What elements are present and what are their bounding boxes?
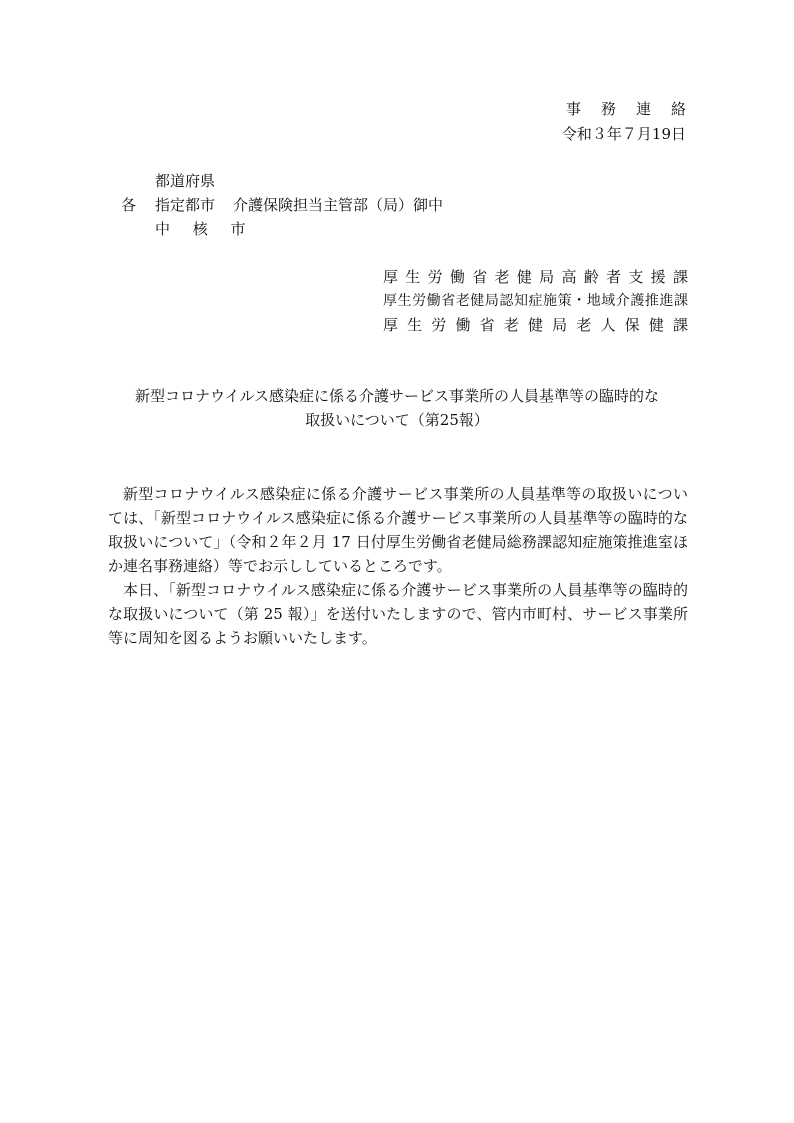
recipient-prefix: 各 — [121, 196, 137, 214]
document-date: 令和３年７月19日 — [561, 125, 686, 143]
recipient-core-cities: 中 核 市 — [155, 220, 255, 238]
recipient-prefectures: 都道府県 — [155, 172, 216, 190]
sender-elderly-health-division: 厚生労働省老健局老人保健課 — [383, 316, 688, 334]
body-paragraph-1: 新型コロナウイルス感染症に係る介護サービス事業所の人員基準等の取扱いについては、「新型コロナウイルス感染症に係る介護サービス事業所の人員基準等の臨時的な取扱いについて」（令和２年２月 17 日付厚生労働省老健局総務課認知症施策推進室ほか連名事務連絡）等でお示ししているところです。 — [108, 485, 688, 575]
body-paragraph-2: 本日、「新型コロナウイルス感染症に係る介護サービス事業所の人員基準等の臨時的な取扱いについて（第 25 報）」を送付いたしますので、管内市町村、サービス事業所等に周知を図るようお願いいたします。 — [108, 581, 688, 647]
recipient-designated-cities: 指定都市 — [155, 196, 216, 214]
recipient-department: 介護保険担当主管部（局）御中 — [233, 196, 444, 214]
sender-elderly-support-division: 厚生労働省老健局高齢者支援課 — [383, 268, 688, 286]
document-title-line1: 新型コロナウイルス感染症に係る介護サービス事業所の人員基準等の臨時的な — [134, 387, 660, 405]
sender-dementia-policy-division: 厚生労働省老健局認知症施策・地域介護推進課 — [383, 293, 688, 309]
document-type: 事務連絡 — [565, 100, 706, 118]
document-title-line2: 取扱いについて（第25報） — [305, 411, 489, 429]
